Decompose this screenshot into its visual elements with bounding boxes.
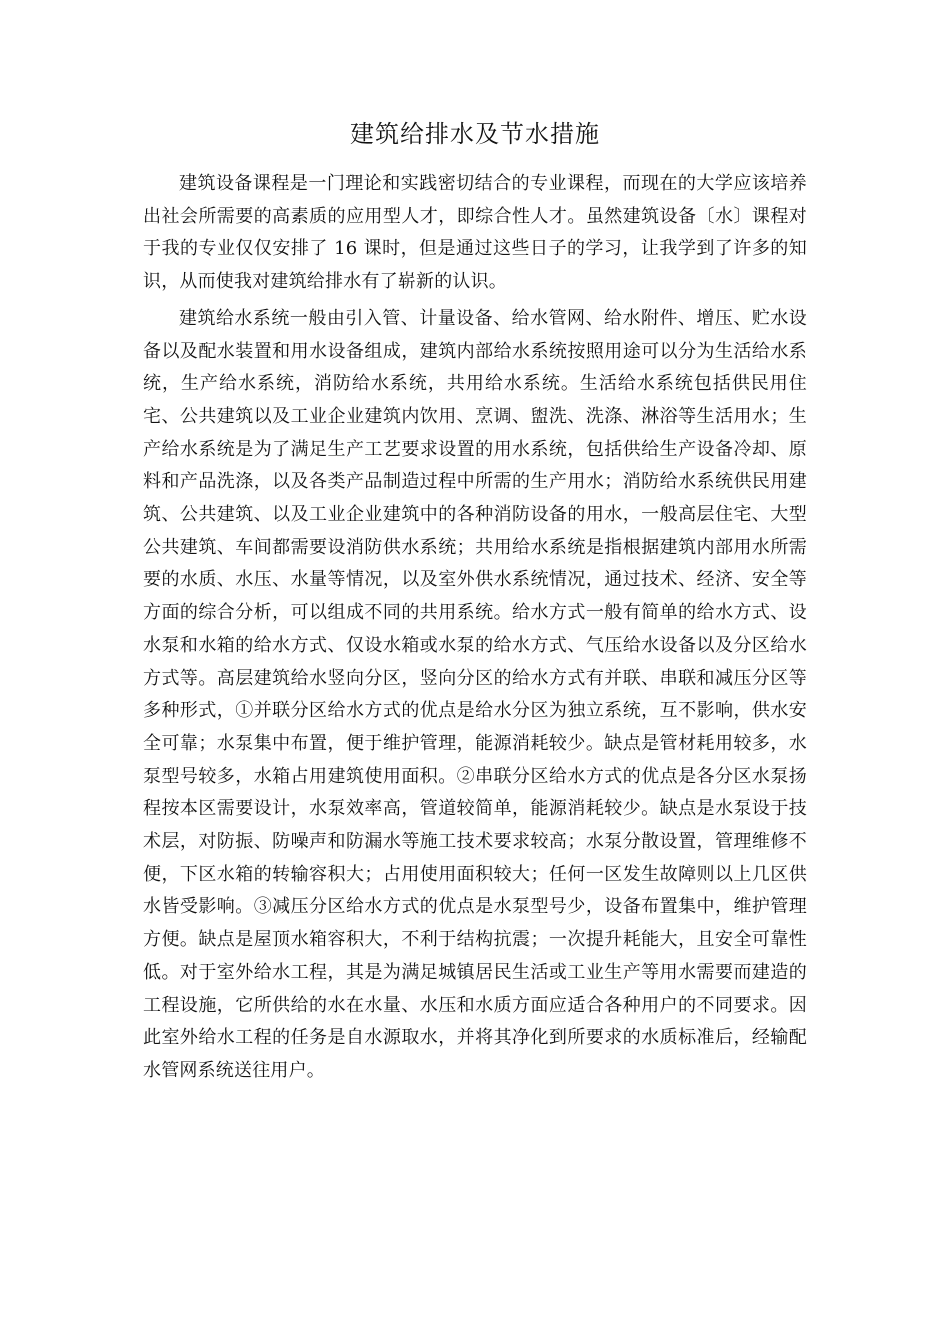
document-page: [143, 112, 807, 1092]
paragraph-water-supply-system: 建筑给水系统一般由引入管、计量设备、给水管网、给水附件、增压、贮水设备以及配水装置和用水设备组成，建筑内部给水系统按照用途可以分为生活给水系统，生产给水系统，消防给水系统，共用给水系统。生活给水系统包括供民用住宅、公共建筑以及工业企业建筑内饮用、烹调、盥洗、洗涤、淋浴等生活用水；生产给水系统是为了满足生产工艺要求设置的用水系统，包括供给生产设备冷却、原料和产品洗涤，以及各类产品制造过程中所需的生产用水；消防给水系统供民用建筑、公共建筑、以及工业企业建筑中的各种消防设备的用水，一般高层住宅、大型公共建筑、车间都需要设消防供水系统；共用给水系统是指根据建筑内部用水所需要的水质、水压、水量等情况，以及室外供水系统情况，通过技术、经济、安全等方面的综合分析，可以组成不同的共用系统。给水方式一般有简单的给水方式、设水泵和水箱的给水方式、仅设水箱或水泵的给水方式、气压给水设备以及分区给水方式等。高层建筑给水竖向分区，竖向分区的给水方式有并联、串联和减压分区等多种形式，①并联分区给水方式的优点是给水分区为独立系统，互不影响，供水安全可靠；水泵集中布置，便于维护管理，能源消耗较少。缺点是管材耗用较多，水泵型号较多，水箱占用建筑使用面积。②串联分区给水方式的优点是各分区水泵扬程按本区需要设计，水泵效率高，管道较简单，能源消耗较少。缺点是水泵设于技术层，对防振、防噪声和防漏水等施工技术要求较高；水泵分散设置，管理维修不便，下区水箱的转输容积大；占用使用面积较大；任何一区发生故障则以上几区供水皆受影响。③减压分区给水方式的优点是水泵型号少，设备布置集中，维护管理方便。缺点是屋顶水箱容积大，不利于结构抗震；一次提升耗能大，且安全可靠性低。对于室外给水工程，其是为满足城镇居民生活或工业生产等用水需要而建造的工程设施，它所供给的水在水量、水压和水质方面应适合各种用户的不同要求。因此室外给水工程的任务是自水源取水，并将其净化到所要求的水质标准后，经输配水管网系统送往用户。: [143, 307, 807, 1081]
document-title: 建筑给排水及节水措施: [350, 120, 600, 148]
paragraph-intro: 建筑设备课程是一门理论和实践密切结合的专业课程，而现在的大学应该培养出社会所需要的高素质的应用型人才，即综合性人才。虽然建筑设备〔水〕课程对于我的专业仅仅安排了 16 课时，但是通过这些日子的学习，让我学到了许多的知识，从而使我对建筑给排水有了崭新的认识。: [143, 173, 807, 293]
